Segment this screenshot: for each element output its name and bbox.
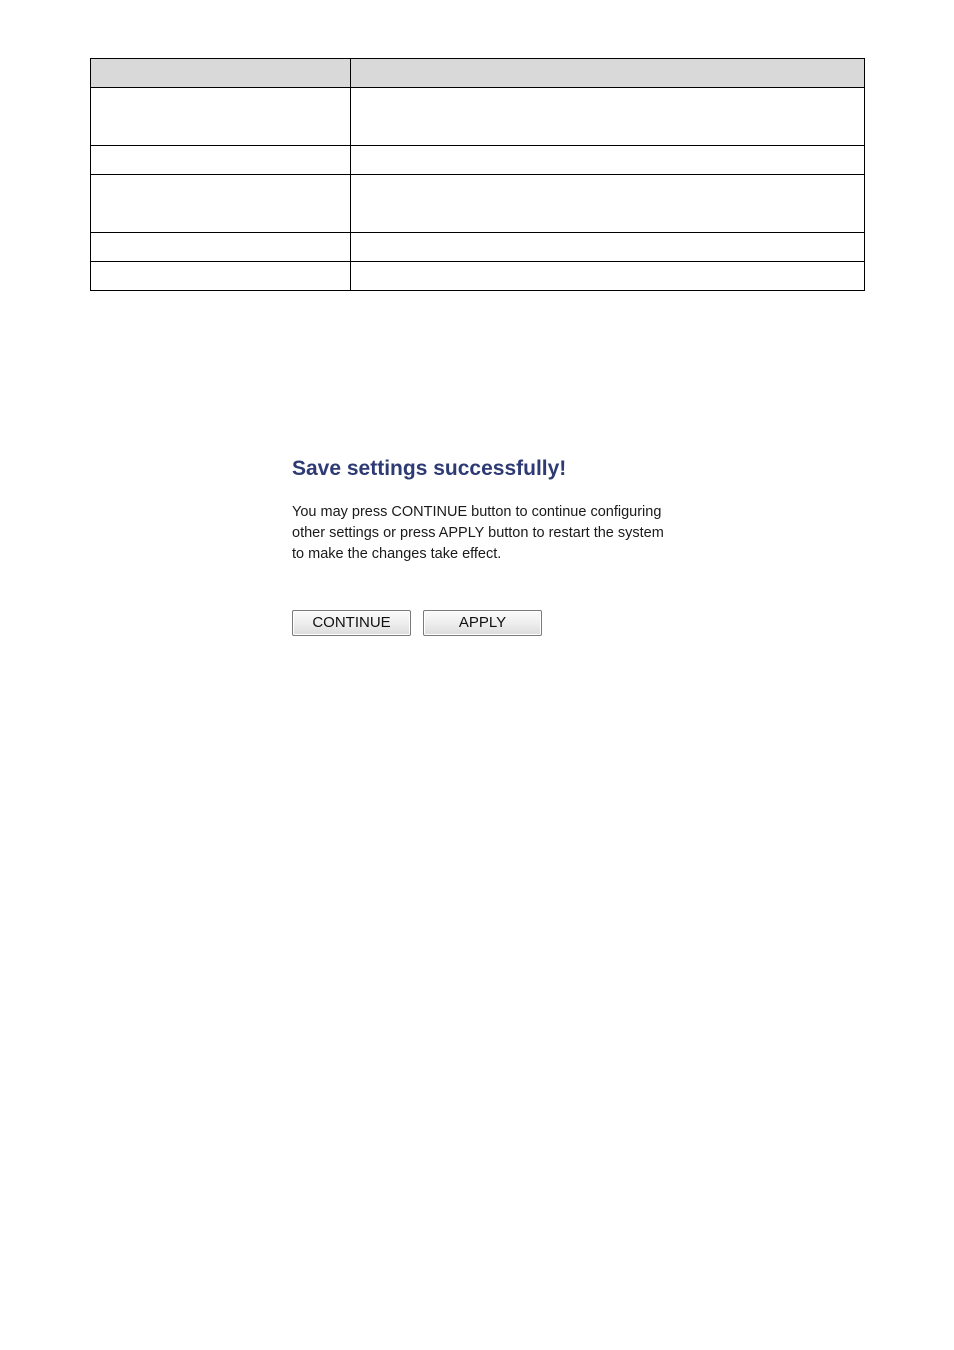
table-cell xyxy=(351,88,865,146)
button-row xyxy=(292,610,542,636)
continue-button[interactable]: CONTINUE xyxy=(292,610,411,636)
settings-table xyxy=(90,58,865,291)
table-row xyxy=(91,262,865,291)
page-title: Save settings successfully! xyxy=(292,457,567,480)
apply-button[interactable]: APPLY xyxy=(423,610,542,636)
table-cell xyxy=(351,262,865,291)
table-cell xyxy=(351,233,865,262)
table-header-row xyxy=(91,59,865,88)
table-header-cell xyxy=(91,59,351,88)
status-message: You may press CONTINUE button to continue configuring other settings or press APPLY button to restart the system to make the changes take effect. xyxy=(292,504,664,562)
table-row xyxy=(91,175,865,233)
table-cell xyxy=(351,175,865,233)
table-cell xyxy=(351,146,865,175)
table-cell xyxy=(91,175,351,233)
table-row xyxy=(91,146,865,175)
table-cell xyxy=(91,233,351,262)
table-row xyxy=(91,233,865,262)
table-row xyxy=(91,88,865,146)
table-cell xyxy=(91,88,351,146)
table-header-cell xyxy=(351,59,865,88)
table-cell xyxy=(91,146,351,175)
table-cell xyxy=(91,262,351,291)
save-success-panel xyxy=(292,452,672,631)
